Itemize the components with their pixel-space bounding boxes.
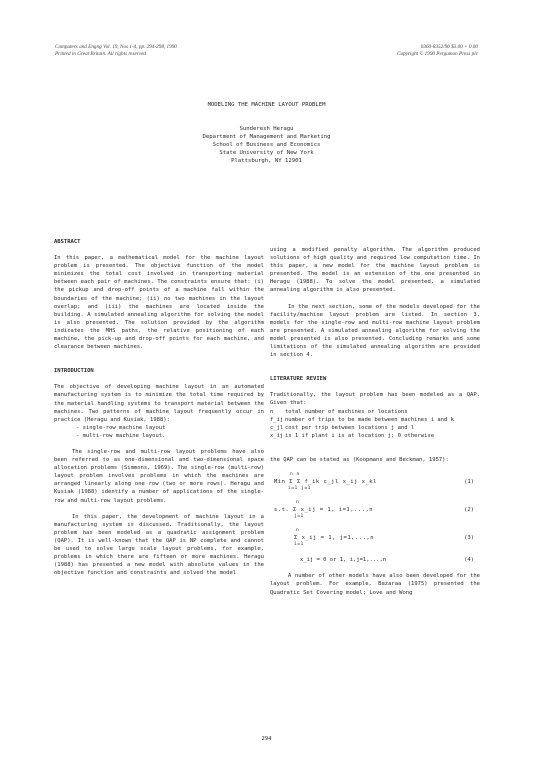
definition-row bbox=[270, 408, 480, 416]
definition-text: total number of machines or locations bbox=[285, 408, 408, 415]
author-name: Sunderesh Heragu bbox=[239, 126, 294, 132]
definition-symbol: f_ij bbox=[270, 416, 284, 423]
intro-heading: INTRODUCTION bbox=[54, 368, 94, 375]
definition-symbol: c_jl bbox=[270, 424, 284, 431]
definition-text: is 1 if plant i is at location j; 0 otherwise bbox=[285, 432, 435, 439]
intro-paragraph-3: In this paper, the development of machine layout in a manufacturing system is discussed. Traditionally, the layout problem has been modeled as a quadratic assignment problem (QAP). It is well-known that the QAP is NP complete and cannot be used to solve large scale layout problems, for example, problems in which there are fifteen or more machines. Heragu (1988) has presented a new model with absolute values in the objective function and constraints and solved the model bbox=[54, 513, 264, 577]
copyright-block bbox=[397, 44, 478, 58]
paper-title: MODELING THE MACHINE LAYOUT PROBLEM bbox=[207, 102, 326, 108]
intro-list-item: - single-row machine layout bbox=[76, 424, 166, 431]
eq1-upper-limits: n n bbox=[290, 471, 300, 477]
author-block bbox=[0, 125, 533, 165]
eq3-lower-limit: i=1 bbox=[294, 542, 304, 548]
intro-continuation: using a modified penalty algorithm. The algorithm produced solutions of high quality and required low computation time. In this paper, a new model for the machine layout problem is presented. The model is an extension of the one presented in Heragu (1988). To solve the model presented, a simulated annealing algorithm is also presented. bbox=[270, 247, 480, 294]
journal-citation bbox=[55, 44, 177, 58]
issn-code: 0360-8352/90 $3.00 + 0.00 bbox=[420, 44, 478, 50]
eq4-number: (4) bbox=[464, 557, 474, 564]
copyright-line: Copyright © 1990 Pergamon Press plc bbox=[397, 51, 478, 57]
abstract-heading: ABSTRACT bbox=[54, 239, 81, 245]
definition-row bbox=[270, 416, 480, 424]
definition-row bbox=[270, 424, 480, 432]
eq4-body: x_ij = 0 or 1, i,j=1,...,n bbox=[300, 557, 387, 564]
definition-row bbox=[270, 432, 480, 440]
author-dept: Department of Management and Marketing bbox=[202, 134, 331, 140]
literature-paragraph-1: Traditionally, the layout problem has been modeled as a QAP. Given that: bbox=[270, 392, 480, 407]
intro-paragraph-2: The single-row and multi-row layout problems have also been referred to as one-dimensional and two-dimensional space allocation problems (Simmons, 1969). The single-row (multi-row) layout problem involves problems in which the machines are arranged linearly along one row (two or more rows). Heragu and Kusiak (1988) identify a number of applications of the single-row and multi-row layout problems. bbox=[54, 448, 264, 504]
eq1-body: Min Σ Σ f_ik c_jl x_ij x_kl bbox=[274, 478, 377, 485]
definition-symbol: x_ij bbox=[270, 432, 284, 439]
outline-paragraph: In the next section, some of the models developed for the facility/machine layout problem are listed. In section 3, models for the single-row and multi-row machine layout problem are presented. A simulated annealing algorithm for solving the model presented is also presented. Concluding remarks and some limitations of the simulated annealing algorithm are provided in section 4. bbox=[270, 303, 480, 359]
equation-1 bbox=[270, 472, 480, 492]
eq1-number: (1) bbox=[464, 478, 474, 485]
right-column bbox=[270, 246, 480, 597]
eq2-number: (2) bbox=[464, 507, 474, 514]
equation-4 bbox=[270, 556, 480, 564]
equation-2 bbox=[270, 500, 480, 520]
eq2-body: s.t. Σ x_ij = 1, i=1,...,n bbox=[274, 507, 374, 514]
definition-text: cost per trip between locations j and l bbox=[285, 424, 415, 431]
author-school: School of Business and Economics bbox=[212, 142, 321, 148]
eq2-lower-limit: j=1 bbox=[294, 514, 304, 520]
literature-paragraph-2: the QAP can be stated as (Koopmans and Beckman, 1957): bbox=[270, 456, 449, 463]
intro-list-item: - multi-row machine layout. bbox=[76, 432, 166, 439]
definition-symbol: n bbox=[270, 408, 274, 415]
page-number: 294 bbox=[261, 736, 272, 742]
intro-paragraph-1: The objective of developing machine layout in an automated manufacturing system is to minimize the total time required by the material handling systems to transport material between the machines. Two patterns of machine layout frequently occur in practice (Heragu and Kusiak, 1988): bbox=[54, 384, 264, 423]
literature-heading: LITERATURE REVIEW bbox=[270, 376, 327, 383]
eq2-upper-limit: n bbox=[296, 500, 300, 506]
author-city: Plattsburgh, NY 12901 bbox=[231, 158, 302, 164]
eq3-number: (3) bbox=[464, 535, 474, 542]
equation-3 bbox=[270, 528, 480, 548]
abstract-text: In this paper, a mathematical model for the machine layout problem is presented. The objective function of the model minimizes the total cost involved in transporting material between each pair of machines. The constraints ensure that: (i) the pickup and drop-off points of a machine fall within the boundaries of the machine; (ii) no two machines in the layout overlap; and (iii) the machines are located inside the building. A simulated annealing algorithm for solving the model is also presented. The solution provided by the algorithm indicates the MHS paths, the relative positioning of each machine, the pick-up and drop-off points for each machine, and clearance between machines. bbox=[54, 255, 264, 351]
eq3-body: Σ x_ij = 1, j=1,...,n bbox=[294, 535, 375, 542]
journal-line-1: Computers and Engng Vol. 19, Nos 1-4, pp. 294-298, 1990 bbox=[55, 44, 177, 50]
eq1-lower-limits: i=1 j=1 bbox=[288, 486, 311, 492]
journal-line-2: Printed in Great Britain. All rights reserved bbox=[55, 51, 147, 57]
eq3-upper-limit: n bbox=[296, 528, 300, 534]
left-column bbox=[54, 238, 264, 577]
definition-text: number of trips to be made between machines i and k bbox=[285, 416, 454, 423]
literature-paragraph-3: A number of other models have also been developed for the layout problem. For example, Bazaraa (1975) presented the Quadratic Set Covering model; Love and Wong bbox=[270, 573, 480, 596]
author-university: State University of New York bbox=[219, 150, 314, 156]
